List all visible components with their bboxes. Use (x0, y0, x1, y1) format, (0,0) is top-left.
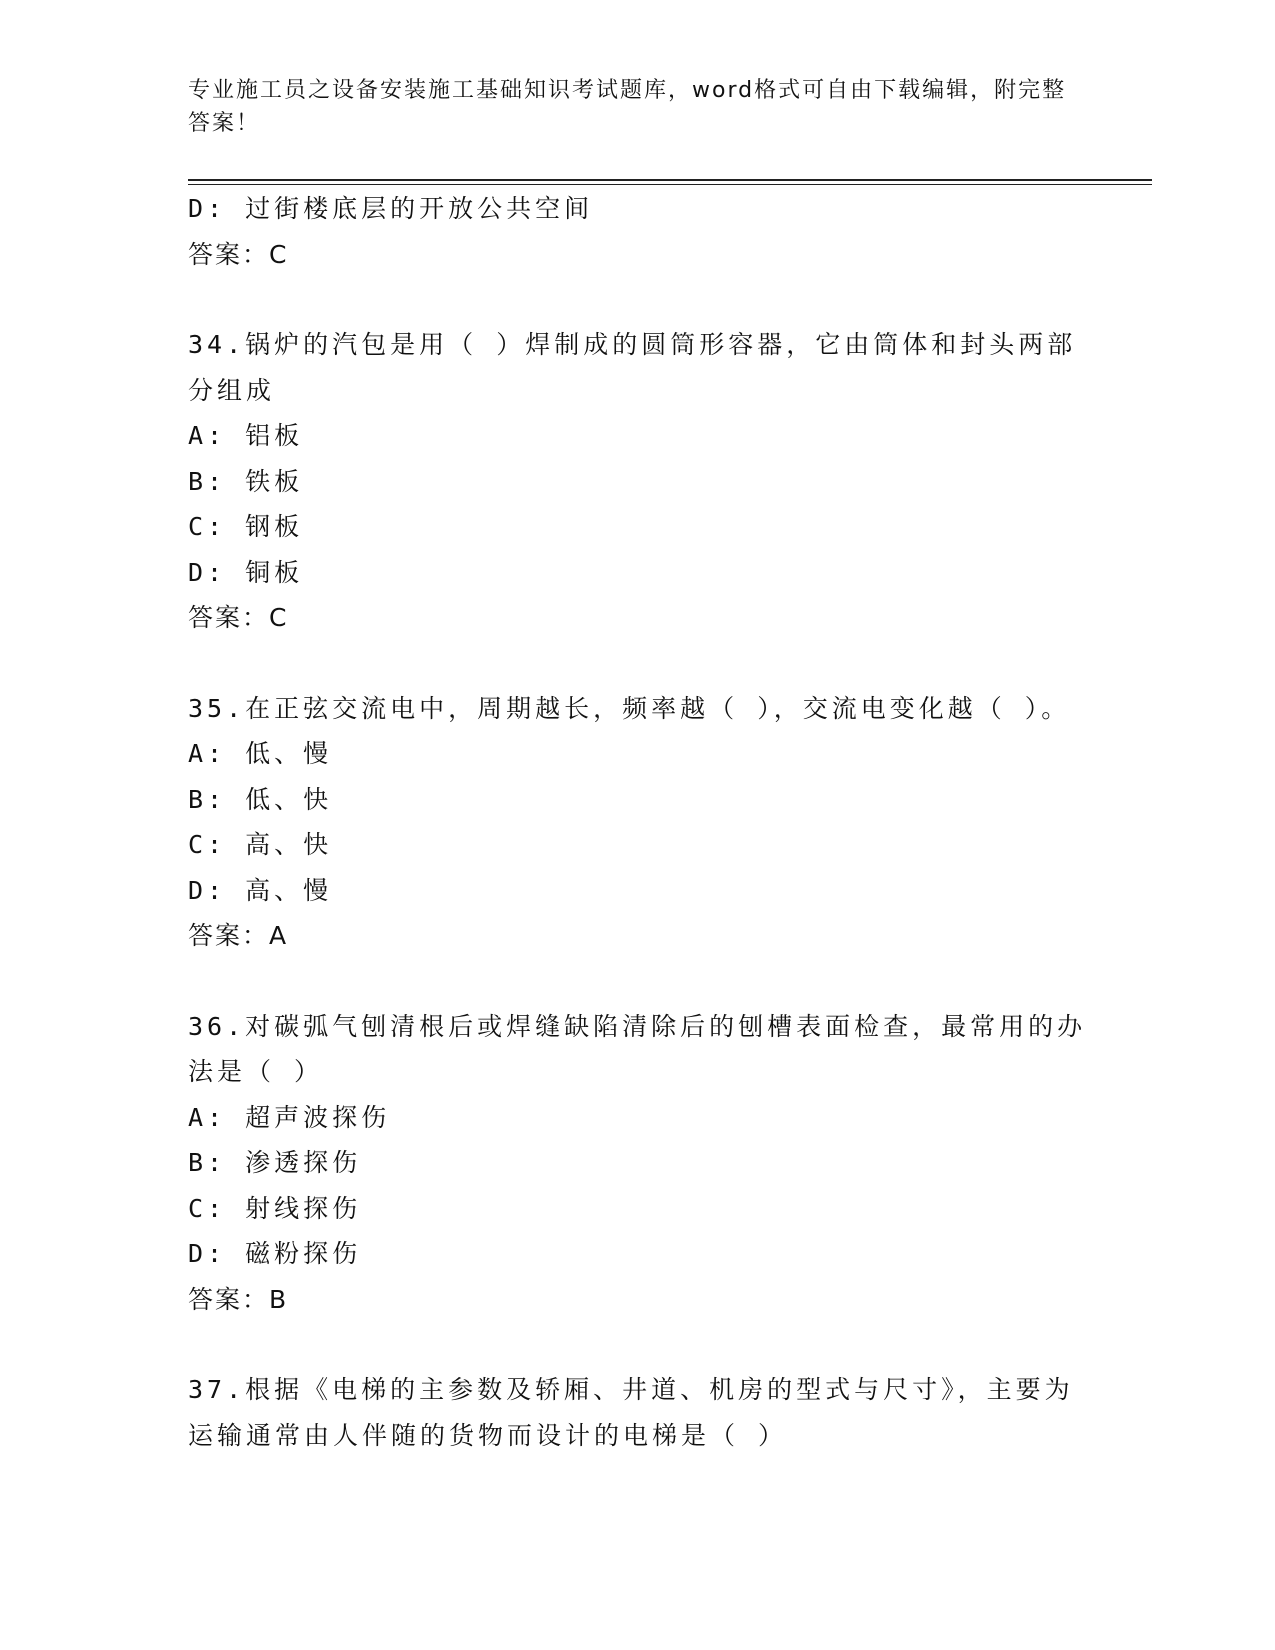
question-stem: 34.锅炉的汽包是用（ ）焊制成的圆筒形容器，它由筒体和封头两部 (188, 330, 1077, 359)
option-d: D: 过街楼底层的开放公共空间 (188, 194, 594, 223)
question-37 (188, 1367, 1088, 1458)
question-stem: 37.根据《电梯的主参数及轿厢、井道、机房的型式与尺寸》，主要为 (188, 1375, 1074, 1404)
option-d: D: 磁粉探伤 (188, 1239, 362, 1268)
option-a: A: 铝板 (188, 421, 304, 450)
question-35 (188, 686, 1088, 959)
question-36 (188, 1004, 1088, 1323)
answer-line: 答案：A (188, 921, 289, 950)
answer-line: 答案：C (188, 239, 289, 269)
question-content (188, 186, 1088, 1458)
answer-line: 答案：B (188, 1284, 289, 1314)
option-c: C: 高、快 (188, 830, 333, 859)
question-stem: 36.对碳弧气刨清根后或焊缝缺陷清除后的刨槽表面检查，最常用的办 (188, 1011, 1087, 1041)
option-a: A: 超声波探伤 (188, 1102, 391, 1132)
question-stem: 35.在正弦交流电中，周期越长，频率越（ ），交流电变化越（ ）。 (188, 693, 1071, 723)
option-a: A: 低、慢 (188, 739, 333, 768)
option-d: D: 高、慢 (188, 875, 333, 905)
question-stem-continued: 法是（ ） (188, 1057, 324, 1086)
option-c: C: 钢板 (188, 512, 304, 541)
answer-line: 答案：C (188, 603, 289, 632)
option-b: B: 渗透探伤 (188, 1148, 362, 1177)
question-stem-continued: 分组成 (188, 375, 276, 405)
option-d: D: 铜板 (188, 557, 304, 587)
header-rule-thin (188, 184, 1152, 185)
continued-question (188, 186, 1088, 277)
question-34 (188, 322, 1088, 641)
question-stem-continued: 运输通常由人伴随的货物而设计的电梯是（ ） (188, 1420, 788, 1450)
document-header: 专业施工员之设备安装施工基础知识考试题库，word格式可自由下载编辑，附完整答案！ (188, 78, 1067, 136)
option-c: C: 射线探伤 (188, 1193, 362, 1223)
option-b: B: 低、快 (188, 784, 333, 814)
header-rule-thick (188, 179, 1152, 181)
option-b: B: 铁板 (188, 466, 304, 496)
